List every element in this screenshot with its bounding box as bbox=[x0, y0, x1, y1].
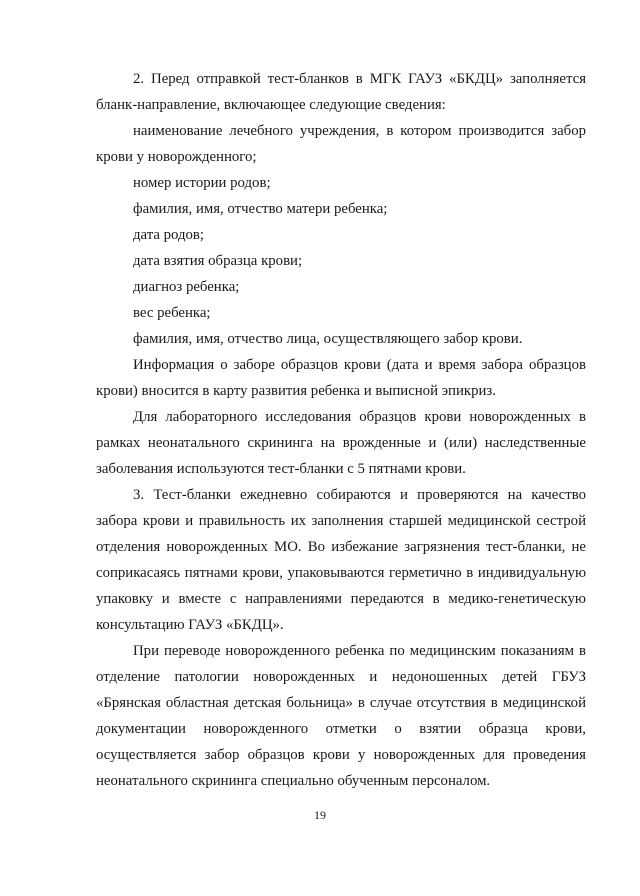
paragraph-lab-testing: Для лабораторного исследования образцов крови новорожденных в рамках неонатального скрининга на врожденные и (или) наследственные заболевания используются тест-бланки с 5 пятнами крови. bbox=[96, 409, 586, 477]
document-body bbox=[96, 66, 586, 794]
paragraph-submission-intro: 2. Перед отправкой тест-бланков в МГК ГАУЗ «БКДЦ» заполняется бланк-направление, включающее следующие сведения: bbox=[96, 71, 586, 113]
list-item-birth-date: дата родов; bbox=[133, 227, 205, 243]
list-item-collector-name: фамилия, имя, отчество лица, осуществляющего забор крови. bbox=[133, 331, 523, 347]
paragraph-collection-check: 3. Тест-бланки ежедневно собираются и проверяются на качество забора крови и правильность их заполнения старшей медицинской сестрой отделения новорожденных МО. Во избежание загрязнения тест-бланки, не соприкасаясь пятнами крови, упаковываются герметично в индивидуальную упаковку и вместе с направлениями передаются в медико-генетическую консультацию ГАУЗ «БКДЦ». bbox=[96, 487, 586, 633]
list-item-diagnosis: диагноз ребенка; bbox=[133, 279, 240, 295]
paragraph-transfer: При переводе новорожденного ребенка по медицинским показаниям в отделение патологии новорожденных и недоношенных детей ГБУЗ «Брянская областная детская больница» в случае отсутствия в медицинской документации новорожденного отметки о взятии образца крови, осуществляется забор образцов крови у новорожденных для проведения неонатального скрининга специально обученным персоналом. bbox=[96, 643, 586, 789]
list-item-mother-name: фамилия, имя, отчество матери ребенка; bbox=[133, 201, 388, 217]
page-number: 19 bbox=[314, 808, 326, 822]
list-item-institution: наименование лечебного учреждения, в котором производится забор крови у новорожденного; bbox=[96, 123, 586, 165]
list-item-birth-record: номер истории родов; bbox=[133, 175, 271, 191]
list-item-sample-date: дата взятия образца крови; bbox=[133, 253, 303, 269]
list-item-weight: вес ребенка; bbox=[133, 305, 211, 321]
paragraph-sample-info: Информация о заборе образцов крови (дата и время забора образцов крови) вносится в карту развития ребенка и выписной эпикриз. bbox=[96, 357, 586, 399]
